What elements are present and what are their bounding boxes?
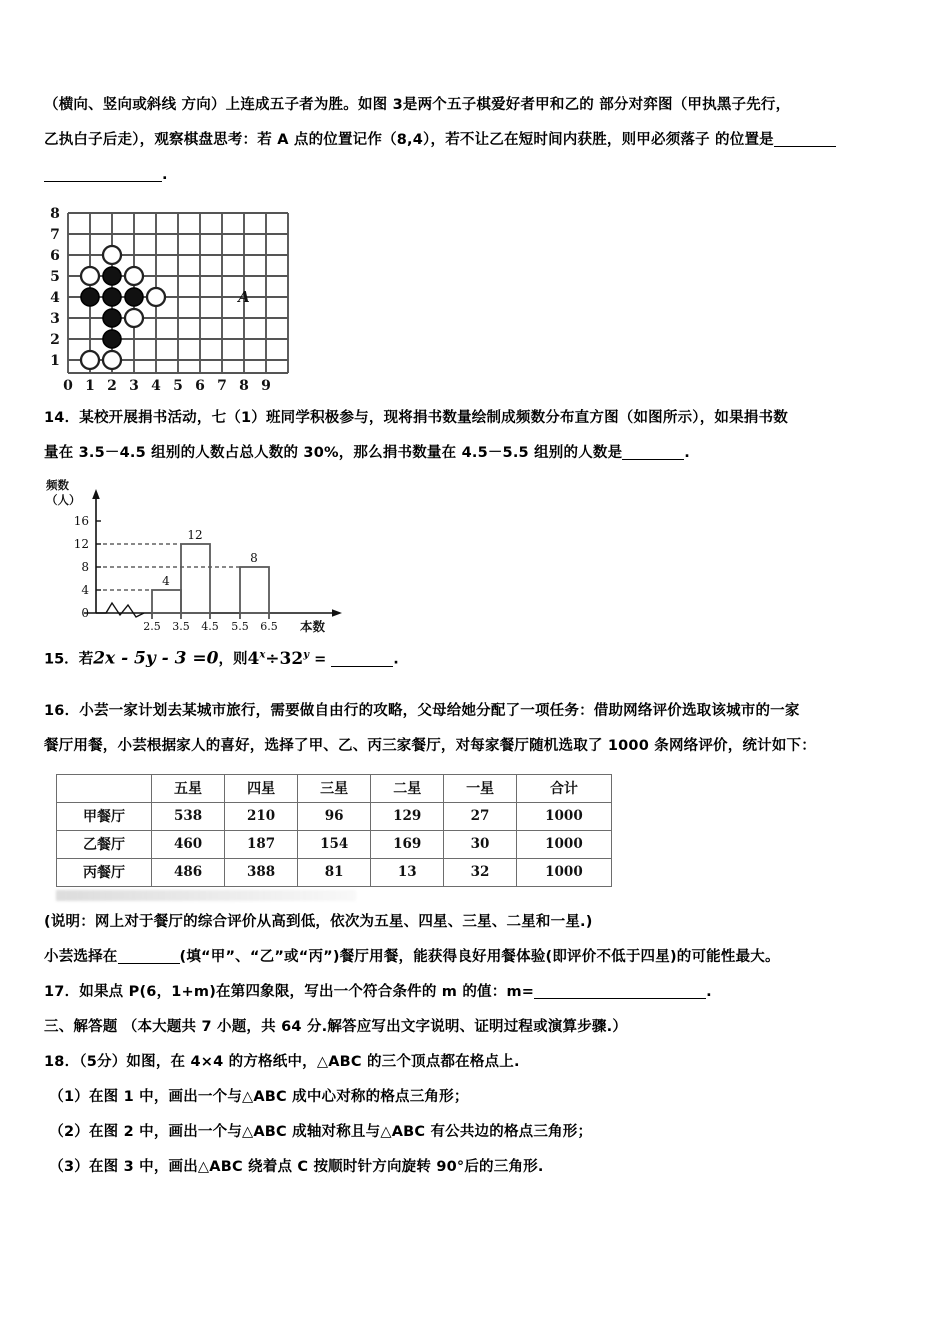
q13-line-3-tail: . (162, 167, 168, 183)
goban-white-stones (81, 246, 165, 369)
frequency-histogram-figure (44, 475, 374, 635)
svg-text:6: 6 (195, 378, 205, 394)
table-cell: 210 (225, 802, 298, 830)
svg-text:12: 12 (187, 528, 203, 542)
table-row-header-bing: 丙餐厅 (57, 858, 152, 886)
table-cell: 32 (444, 858, 517, 886)
svg-text:5: 5 (50, 269, 60, 285)
hist-xlabel: 本数 (300, 619, 326, 634)
q16-number: 16． (44, 702, 80, 719)
gomoku-board-figure (44, 201, 314, 394)
table-cell: 27 (444, 802, 517, 830)
svg-text:6.5: 6.5 (260, 620, 278, 633)
q17-number: 17． (44, 983, 80, 1000)
q16-text-1: 小芸一家计划去某城市旅行，需要做自由行的攻略，父母给她分配了一项任务：借助网络评价选取该城市的一家 (79, 702, 800, 719)
q18-number: 18． (44, 1053, 80, 1070)
svg-text:4: 4 (162, 574, 170, 588)
svg-text:1: 1 (85, 378, 95, 394)
svg-text:4: 4 (151, 378, 161, 394)
table-col-header-total: 合计 (516, 774, 611, 802)
gomoku-board-svg (44, 201, 312, 394)
table-col-header-1star: 一星 (444, 774, 517, 802)
svg-text:0: 0 (81, 606, 89, 620)
question-13-text-line2 (44, 123, 910, 158)
q16-answer-blank (118, 963, 180, 964)
svg-text:3: 3 (50, 311, 60, 327)
q17-text-a: 如果点 P(6，1+m)在第四象限，写出一个符合条件的 m 的值：m= (79, 983, 535, 1000)
q13-line-2: 乙执白子后走），观察棋盘思考：若 A 点的位置记作（8,4），若不让乙在短时间内获胜，则甲必须落子 的位置是 (44, 132, 774, 148)
hist-y-tick-labels (74, 514, 90, 620)
page-content (44, 88, 910, 1185)
table-row-header-yi: 乙餐厅 (57, 830, 152, 858)
svg-text:7: 7 (50, 227, 60, 243)
question-16-line-2 (44, 729, 910, 764)
table-cell: 154 (298, 830, 371, 858)
q15-expr-div: ÷32 (265, 648, 304, 669)
question-18-item-1 (44, 1080, 910, 1115)
hist-bar-5.5-6.5 (240, 567, 269, 613)
table-cell: 1000 (516, 830, 611, 858)
question-16-answer-line (44, 940, 910, 975)
svg-text:12: 12 (73, 537, 89, 551)
q18-item-3-text: （3）在图 3 中，画出△ABC 绕着点 C 按顺时针方向旋转 90°后的三角形. (49, 1158, 544, 1175)
question-18-item-2 (44, 1115, 910, 1150)
q17-text-b: . (706, 983, 712, 1000)
q15-expr-sup2: y (303, 649, 309, 660)
svg-text:2.5: 2.5 (143, 620, 161, 633)
scan-artifact (56, 890, 356, 901)
q14-answer-blank (622, 459, 684, 460)
svg-text:4.5: 4.5 (201, 620, 219, 633)
table-cell: 187 (225, 830, 298, 858)
table-row (57, 830, 612, 858)
q14-text-1: 某校开展捐书活动，七（1）班同学积极参与，现将捐书数量绘制成频数分布直方图（如图所示），如果捐书数 (79, 410, 788, 426)
q16-note-text: (说明：网上对于餐厅的综合评价从高到低，依次为五星、四星、三星、二星和一星.) (44, 913, 593, 930)
table-cell: 460 (152, 830, 225, 858)
goban-x-axis-labels (63, 378, 271, 394)
frequency-histogram-svg (44, 475, 374, 635)
q15-mid: ，则 (218, 651, 248, 668)
question-13-text-line3 (44, 158, 910, 193)
question-13-text (44, 88, 910, 123)
svg-text:0: 0 (63, 378, 73, 394)
q14-text-2-tail: . (684, 445, 691, 461)
q18-item-1-text: （1）在图 1 中，画出一个与△ABC 成中心对称的格点三角形； (49, 1088, 469, 1105)
svg-text:7: 7 (217, 378, 227, 394)
table-row (57, 858, 612, 886)
point-a-label: A (238, 288, 250, 306)
hist-x-ticks (152, 613, 269, 619)
q16-ask-a: 小芸选择在 (44, 948, 118, 965)
q15-tail: . (393, 651, 399, 668)
table-cell: 169 (371, 830, 444, 858)
q15-expr-sup1: x (259, 649, 266, 660)
q16-text-2: 餐厅用餐，小芸根据家人的喜好，选择了甲、乙、丙三家餐厅，对每家餐厅随机选取了 1000 条网络评价，统计如下： (44, 737, 816, 754)
svg-text:3.5: 3.5 (172, 620, 190, 633)
goban-grid (68, 213, 288, 373)
svg-text:5: 5 (173, 378, 183, 394)
goban-y-axis-labels (50, 206, 60, 369)
hist-bar-2.5-3.5 (152, 590, 181, 613)
svg-text:8: 8 (81, 560, 89, 574)
table-row (57, 802, 612, 830)
restaurant-ratings-table-wrap (56, 774, 616, 887)
q17-answer-blank (534, 998, 706, 999)
table-cell: 486 (152, 858, 225, 886)
table-cell: 81 (298, 858, 371, 886)
question-18-lead (44, 1045, 910, 1080)
hist-axis-break (96, 603, 144, 617)
question-16-line-1 (44, 694, 910, 729)
restaurant-ratings-table (56, 774, 612, 887)
q13-line-1: （横向、竖向或斜线 方向）上连成五子者为胜。如图 3是两个五子棋爱好者甲和乙的 部分对弈图（甲执黑子先行， (44, 97, 791, 113)
question-14-line-1 (44, 401, 910, 436)
table-cell: 1000 (516, 802, 611, 830)
question-14-line-2 (44, 436, 910, 471)
question-17 (44, 975, 910, 1010)
table-cell: 388 (225, 858, 298, 886)
section-3-heading (44, 1010, 910, 1045)
q15-equals: = (314, 651, 327, 668)
hist-bar-3.5-4.5 (181, 544, 210, 613)
q18-lead-text: （5分）如图，在 4×4 的方格纸中，△ABC 的三个顶点都在格点上. (79, 1053, 520, 1070)
q13-answer-blank (44, 181, 162, 182)
q16-ask-b: (填“甲”、“乙”或“丙”)餐厅用餐，能获得良好用餐体验(即评价不低于四星)的可能性最大。 (179, 948, 780, 965)
question-16-note (44, 905, 910, 940)
q14-text-2: 量在 3.5－4.5 组别的人数占总人数的 30%，那么捐书数量在 4.5－5.5 组别的人数是 (44, 445, 623, 461)
hist-ylabel-line2: （人） (46, 493, 81, 507)
svg-text:8: 8 (50, 206, 60, 222)
svg-text:8: 8 (239, 378, 249, 394)
svg-text:3: 3 (129, 378, 139, 394)
table-cell: 13 (371, 858, 444, 886)
q15-number: 15． (44, 651, 79, 668)
svg-text:16: 16 (73, 514, 89, 528)
table-cell: 96 (298, 802, 371, 830)
hist-x-tick-labels (143, 620, 278, 633)
table-col-header-5star: 五星 (152, 774, 225, 802)
table-cell: 129 (371, 802, 444, 830)
svg-text:4: 4 (81, 583, 89, 597)
table-cell: 30 (444, 830, 517, 858)
svg-text:5.5: 5.5 (231, 620, 249, 633)
table-row-header-jia: 甲餐厅 (57, 802, 152, 830)
goban-point-a-marker (236, 288, 250, 306)
question-15 (44, 635, 910, 680)
q15-expr-base1: 4 (247, 648, 260, 669)
svg-text:8: 8 (250, 551, 258, 565)
svg-text:4: 4 (50, 290, 60, 306)
svg-text:2: 2 (50, 332, 60, 348)
svg-text:2: 2 (107, 378, 117, 394)
q15-prefix: 若 (78, 651, 94, 668)
table-cell: 538 (152, 802, 225, 830)
section-3-heading-text: 三、解答题 （本大题共 7 小题，共 64 分.解答应写出文字说明、证明过程或演算步骤.） (44, 1018, 628, 1035)
table-col-header-4star: 四星 (225, 774, 298, 802)
q18-item-2-text: （2）在图 2 中，画出一个与△ABC 成轴对称且与△ABC 有公共边的格点三角形； (49, 1123, 593, 1140)
table-header-row (57, 774, 612, 802)
table-col-header-3star: 三星 (298, 774, 371, 802)
hist-ylabel-line1: 频数 (46, 478, 69, 492)
table-cell: 1000 (516, 858, 611, 886)
table-col-header-2star: 二星 (371, 774, 444, 802)
svg-text:1: 1 (50, 353, 60, 369)
question-18-item-3 (44, 1150, 910, 1185)
q13-answer-blank-inline (774, 146, 836, 147)
q15-answer-blank (331, 666, 393, 667)
table-corner-cell (57, 774, 152, 802)
q14-number: 14． (44, 410, 80, 426)
q15-equation: 2x - 5y - 3 =0 (93, 648, 219, 669)
svg-text:6: 6 (50, 248, 60, 264)
svg-text:9: 9 (261, 378, 271, 394)
